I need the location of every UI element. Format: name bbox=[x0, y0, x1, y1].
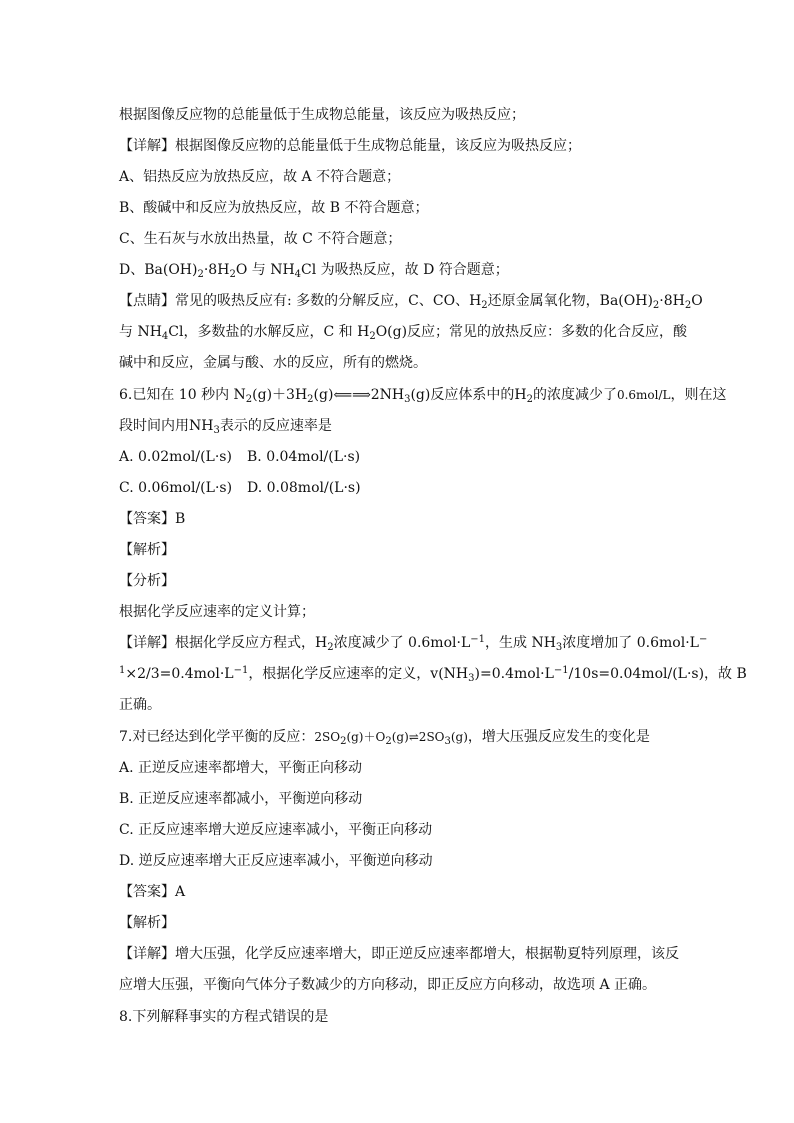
option-a: A. 0.02mol/(L·s) bbox=[119, 449, 232, 465]
detail-6-line-2: $^1\times 2/3=0.4mol\cdot L^{-1}$，根据化学反应速率的定义，$v(NH_3)=0.4mol\cdot L^{-1}/10s=0.04mol/(L\cdot s)$，故 B bbox=[119, 665, 747, 684]
answer-7: 【答案】A bbox=[119, 884, 186, 900]
tip-line-2: 与 $NH_4Cl$，多数盐的水解反应，C 和 $H_2O(g)$反应；常见的放热反应：多数的化合反应，酸 bbox=[119, 324, 688, 342]
detail-7-line-2: 应增大压强，平衡向气体分子数减少的方向移动，即正反应方向移动，故选项 A 正确。 bbox=[119, 977, 657, 993]
detail-7-line-1: 【详解】增大压强，化学反应速率增大，即正逆反应速率都增大，根据勒夏特列原理，该反 bbox=[119, 946, 679, 962]
detail-6-line-1: 【详解】根据化学反应方程式，$H_2$浓度减少了 $0.6mol\cdot L^{-1}$，生成 $NH_3$浓度增加了 0.6mol·L− bbox=[119, 634, 708, 653]
option-c: C. 正反应速率增大逆反应速率减小，平衡正向移动 bbox=[119, 822, 433, 838]
text-line: 根据图像反应物的总能量低于生成物总能量，该反应为吸热反应； bbox=[119, 107, 525, 123]
question-6-stem: 6.已知在 10 秒内 $N_2(g)+3H_2(g)⟸⟹2NH_3(g)$反应体系中的$H_2$的浓度减少了0.6mol/L，则在这 bbox=[119, 387, 727, 405]
option-d-analysis: D、$Ba(OH)_2\cdot 8H_2O$ 与 $NH_4Cl$ 为吸热反应，故 D 符合题意； bbox=[119, 262, 509, 280]
option-b-analysis: B、酸碱中和反应为放热反应，故 B 不符合题意； bbox=[119, 200, 429, 216]
option-c: C. 0.06mol/(L·s) bbox=[119, 480, 233, 496]
question-6-options-cd bbox=[119, 479, 679, 497]
analysis-sub-heading-6: 【分析】 bbox=[119, 573, 175, 589]
question-6-stem-2: 段时间内用$NH_3$表示的反应速率是 bbox=[119, 418, 332, 436]
question-6-options-ab bbox=[119, 448, 679, 466]
tip-line-3: 碱中和反应，金属与酸、水的反应，所有的燃烧。 bbox=[119, 355, 427, 371]
question-8-stem: 8.下列解释事实的方程式错误的是 bbox=[119, 1009, 329, 1025]
question-7-stem: 7.对已经达到化学平衡的反应：$2SO_2(g)+O_2(g)\rightleftharpoons 2SO_3(g)$，增大压强反应发生的变化是 bbox=[119, 729, 650, 747]
equilibrium-arrow-icon: ⟸⟹ bbox=[333, 388, 371, 403]
analysis-heading-6: 【解析】 bbox=[119, 542, 175, 558]
option-b: B. 0.04mol/(L·s) bbox=[247, 449, 361, 465]
option-d: D. 0.08mol/(L·s) bbox=[247, 480, 361, 496]
option-d: D. 逆反应速率增大正反应速率减小，平衡逆向移动 bbox=[119, 853, 433, 869]
answer-6: 【答案】B bbox=[119, 511, 186, 527]
option-a-analysis: A、铝热反应为放热反应，故 A 不符合题意； bbox=[119, 169, 401, 185]
analysis-text-6: 根据化学反应速率的定义计算； bbox=[119, 604, 315, 620]
detail-6-line-3: 正确。 bbox=[119, 697, 161, 713]
option-c-analysis: C、生石灰与水放出热量，故 C 不符合题意； bbox=[119, 231, 402, 247]
tip-line-1: 【点睛】常见的吸热反应有: 多数的分解反应，C、CO、$H_2$还原金属氧化物，$Ba(OH)_2\cdot 8H_2O$ bbox=[119, 293, 703, 311]
detail-line: 【详解】根据图像反应物的总能量低于生成物总能量，该反应为吸热反应； bbox=[119, 138, 581, 154]
analysis-heading-7: 【解析】 bbox=[119, 915, 175, 931]
option-b: B. 正逆反应速率都减小，平衡逆向移动 bbox=[119, 791, 363, 807]
option-a: A. 正逆反应速率都增大，平衡正向移动 bbox=[119, 760, 363, 776]
